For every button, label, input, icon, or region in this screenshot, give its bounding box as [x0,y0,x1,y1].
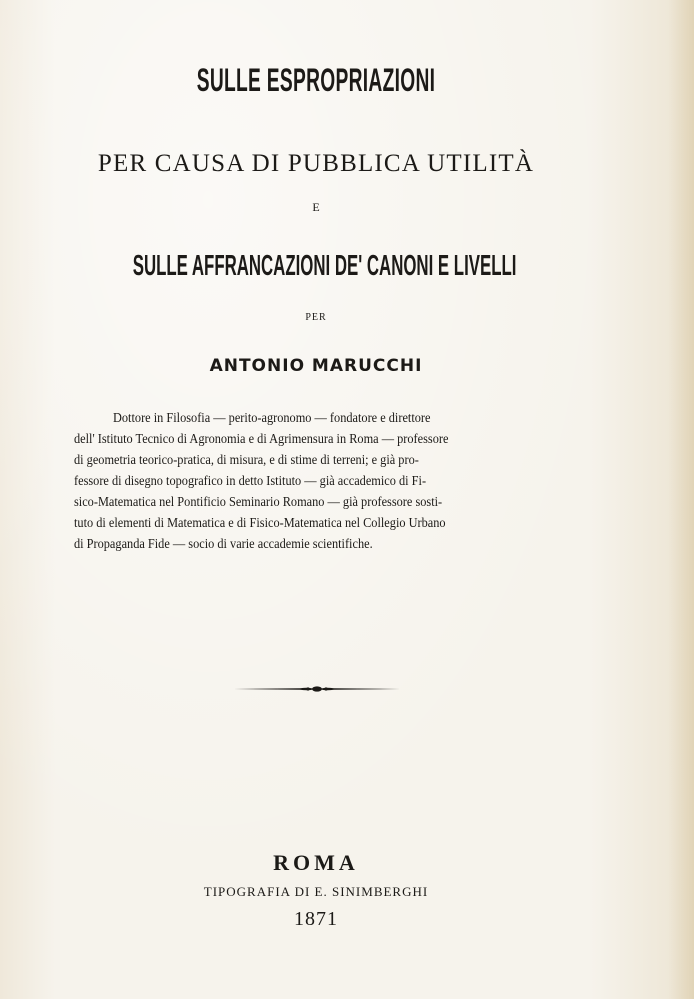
imprint-year: 1871 [294,908,338,930]
ornamental-rule [232,682,402,696]
description-line: sico-Matematica nel Pontificio Seminario Romano — già professore sosti- [74,495,443,510]
author-name: ANTONIO MARUCCHI [209,356,423,376]
description-line: di Propaganda Fide — socio di varie accademie scientifiche. [74,537,373,552]
description-line: dell' Istituto Tecnico di Agronomia e di Agrimensura in Roma — professore [74,432,449,447]
imprint-city: ROMA [273,850,359,875]
description-line: di geometria teorico-pratica, di misura, e di stime di terreni; e già pro- [74,453,419,468]
description-line: fessore di disegno topografico in detto Istituto — già accademico di Fi- [74,474,427,489]
subtitle: PER CAUSA DI PUBBLICA UTILITÀ [97,150,535,177]
imprint-printer: TIPOGRAFIA DI E. SINIMBERGHI [203,884,429,899]
page-edge-shadow [668,0,694,999]
second-title: SULLE AFFRANCAZIONI DE' CANONI E LIVELLI [132,250,517,282]
conjunction: E [312,200,320,214]
description-line: tuto di elementi di Matematica e di Fisico-Matematica nel Collegio Urbano [74,516,446,531]
per-label: PER [305,312,327,323]
main-title: SULLE ESPROPRIAZIONI [196,62,436,98]
description-line: Dottore in Filosofia — perito-agronomo — fondatore e direttore [113,411,431,426]
